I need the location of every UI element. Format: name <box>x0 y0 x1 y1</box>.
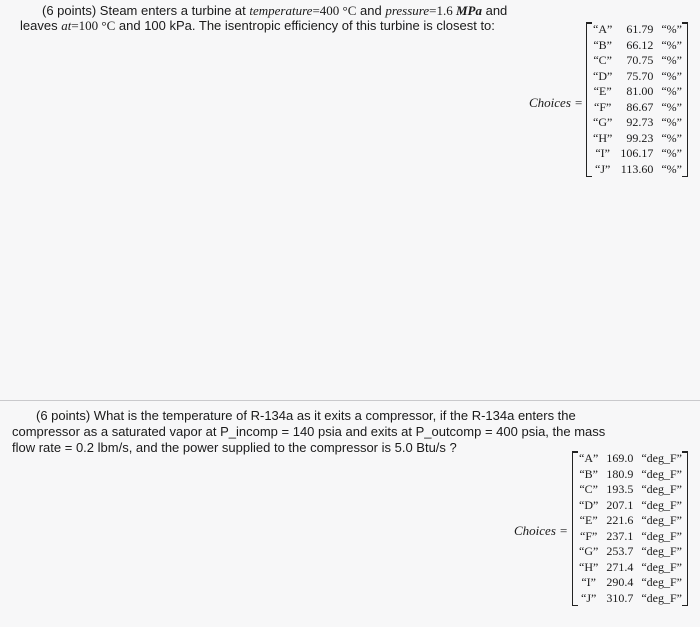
choice-row <box>587 115 687 131</box>
choice-key: “H” <box>579 559 599 574</box>
choice-unit: “deg_F” <box>641 497 682 512</box>
choice-unit: “%” <box>661 22 682 37</box>
choice-row <box>573 529 687 545</box>
q1-choices-matrix <box>586 22 688 177</box>
choice-row <box>587 38 687 54</box>
choice-unit: “%” <box>661 161 682 176</box>
choice-row <box>573 513 687 529</box>
choice-unit: “%” <box>661 37 682 52</box>
choice-value: 92.73 <box>626 115 654 130</box>
choice-key: “F” <box>594 99 612 114</box>
choice-value: 113.60 <box>620 161 654 176</box>
choice-value: 106.17 <box>620 146 654 161</box>
choice-row <box>573 575 687 591</box>
q1-text: and 100 kPa. The isentropic efficiency of this turbine is closest to: <box>115 18 495 33</box>
choice-row <box>587 162 687 178</box>
choice-value: 290.4 <box>606 575 634 590</box>
choice-value: 193.5 <box>606 482 634 497</box>
choice-value: 310.7 <box>606 590 634 605</box>
question-2-line-1: (6 points) What is the temperature of R-134a as it exits a compressor, if the R-134a enters the <box>36 408 576 423</box>
choice-key: “B” <box>579 466 598 481</box>
choice-value: 253.7 <box>606 544 634 559</box>
question-1-line-2 <box>20 18 495 34</box>
choice-key: “G” <box>593 115 613 130</box>
q1-temperature-value: =400 °C <box>312 3 357 18</box>
choice-value: 66.12 <box>626 37 654 52</box>
q1-pressure-var: pressure <box>385 3 430 18</box>
choice-row <box>573 591 687 607</box>
choice-key: “C” <box>579 482 598 497</box>
choice-value: 86.67 <box>626 99 654 114</box>
choice-unit: “%” <box>661 130 682 145</box>
question-2 <box>0 401 700 627</box>
q1-pressure-unit: MPa <box>455 3 482 18</box>
choice-value: 61.79 <box>626 22 654 37</box>
question-2-line-2: compressor as a saturated vapor at P_incomp = 140 psia and exits at P_outcomp = 400 psia, the mass <box>12 424 606 439</box>
q2-choices-matrix <box>572 451 688 606</box>
choice-unit: “%” <box>661 115 682 130</box>
choice-unit: “deg_F” <box>641 590 682 605</box>
choice-unit: “deg_F” <box>641 513 682 528</box>
choice-key: “J” <box>581 590 597 605</box>
q1-text: and <box>356 3 386 18</box>
q1-exit-temperature: =100 °C <box>71 18 116 33</box>
choice-key: “E” <box>593 84 612 99</box>
choice-key: “B” <box>593 37 612 52</box>
choice-value: 180.9 <box>606 466 634 481</box>
choice-unit: “%” <box>661 84 682 99</box>
choice-value: 237.1 <box>606 528 634 543</box>
choice-unit: “deg_F” <box>641 575 682 590</box>
q1-exit-var: at <box>61 18 72 33</box>
choice-value: 271.4 <box>606 559 634 574</box>
choice-key: “H” <box>593 130 613 145</box>
choice-row <box>587 69 687 85</box>
choice-key: “J” <box>595 161 611 176</box>
choice-key: “A” <box>593 22 613 37</box>
choice-key: “D” <box>593 68 613 83</box>
choice-row <box>573 467 687 483</box>
choice-unit: “deg_F” <box>641 528 682 543</box>
q2-choices-label: Choices = <box>514 523 568 538</box>
choice-row <box>587 131 687 147</box>
choice-unit: “%” <box>661 99 682 114</box>
choice-key: “G” <box>579 544 599 559</box>
choice-row <box>587 146 687 162</box>
choice-key: “I” <box>595 146 610 161</box>
choice-unit: “deg_F” <box>641 559 682 574</box>
choice-row <box>587 100 687 116</box>
choice-key: “I” <box>581 575 596 590</box>
choice-value: 99.23 <box>626 130 654 145</box>
choice-key: “D” <box>579 497 599 512</box>
choice-row <box>573 544 687 560</box>
q1-temperature-var: temperature <box>249 3 313 18</box>
choice-unit: “%” <box>661 53 682 68</box>
choice-unit: “%” <box>661 68 682 83</box>
choice-row <box>573 482 687 498</box>
question-1-line-1 <box>42 3 507 19</box>
q1-text: (6 points) Steam enters a turbine at <box>42 3 250 18</box>
q1-pressure-value: =1.6 <box>429 3 456 18</box>
question-2-line-3: flow rate = 0.2 lbm/s, and the power supplied to the compressor is 5.0 Btu/s ? <box>12 440 457 455</box>
choice-row <box>573 560 687 576</box>
choice-value: 169.0 <box>606 451 634 466</box>
choice-unit: “%” <box>661 146 682 161</box>
choice-unit: “deg_F” <box>641 482 682 497</box>
choice-value: 81.00 <box>626 84 654 99</box>
choice-key: “F” <box>580 528 598 543</box>
choice-key: “E” <box>579 513 598 528</box>
choice-unit: “deg_F” <box>641 544 682 559</box>
choice-row <box>587 22 687 38</box>
choice-row <box>573 498 687 514</box>
choice-key: “A” <box>579 451 599 466</box>
choice-row <box>573 451 687 467</box>
q1-choices-label: Choices = <box>529 95 583 110</box>
choice-value: 75.70 <box>626 68 654 83</box>
choice-unit: “deg_F” <box>641 466 682 481</box>
choice-value: 207.1 <box>606 497 634 512</box>
choice-value: 221.6 <box>606 513 634 528</box>
q1-text: leaves <box>20 18 62 33</box>
choice-row <box>587 53 687 69</box>
choice-value: 70.75 <box>626 53 654 68</box>
choice-unit: “deg_F” <box>641 451 682 466</box>
q1-text: and <box>481 3 508 18</box>
choice-row <box>587 84 687 100</box>
choice-key: “C” <box>593 53 612 68</box>
